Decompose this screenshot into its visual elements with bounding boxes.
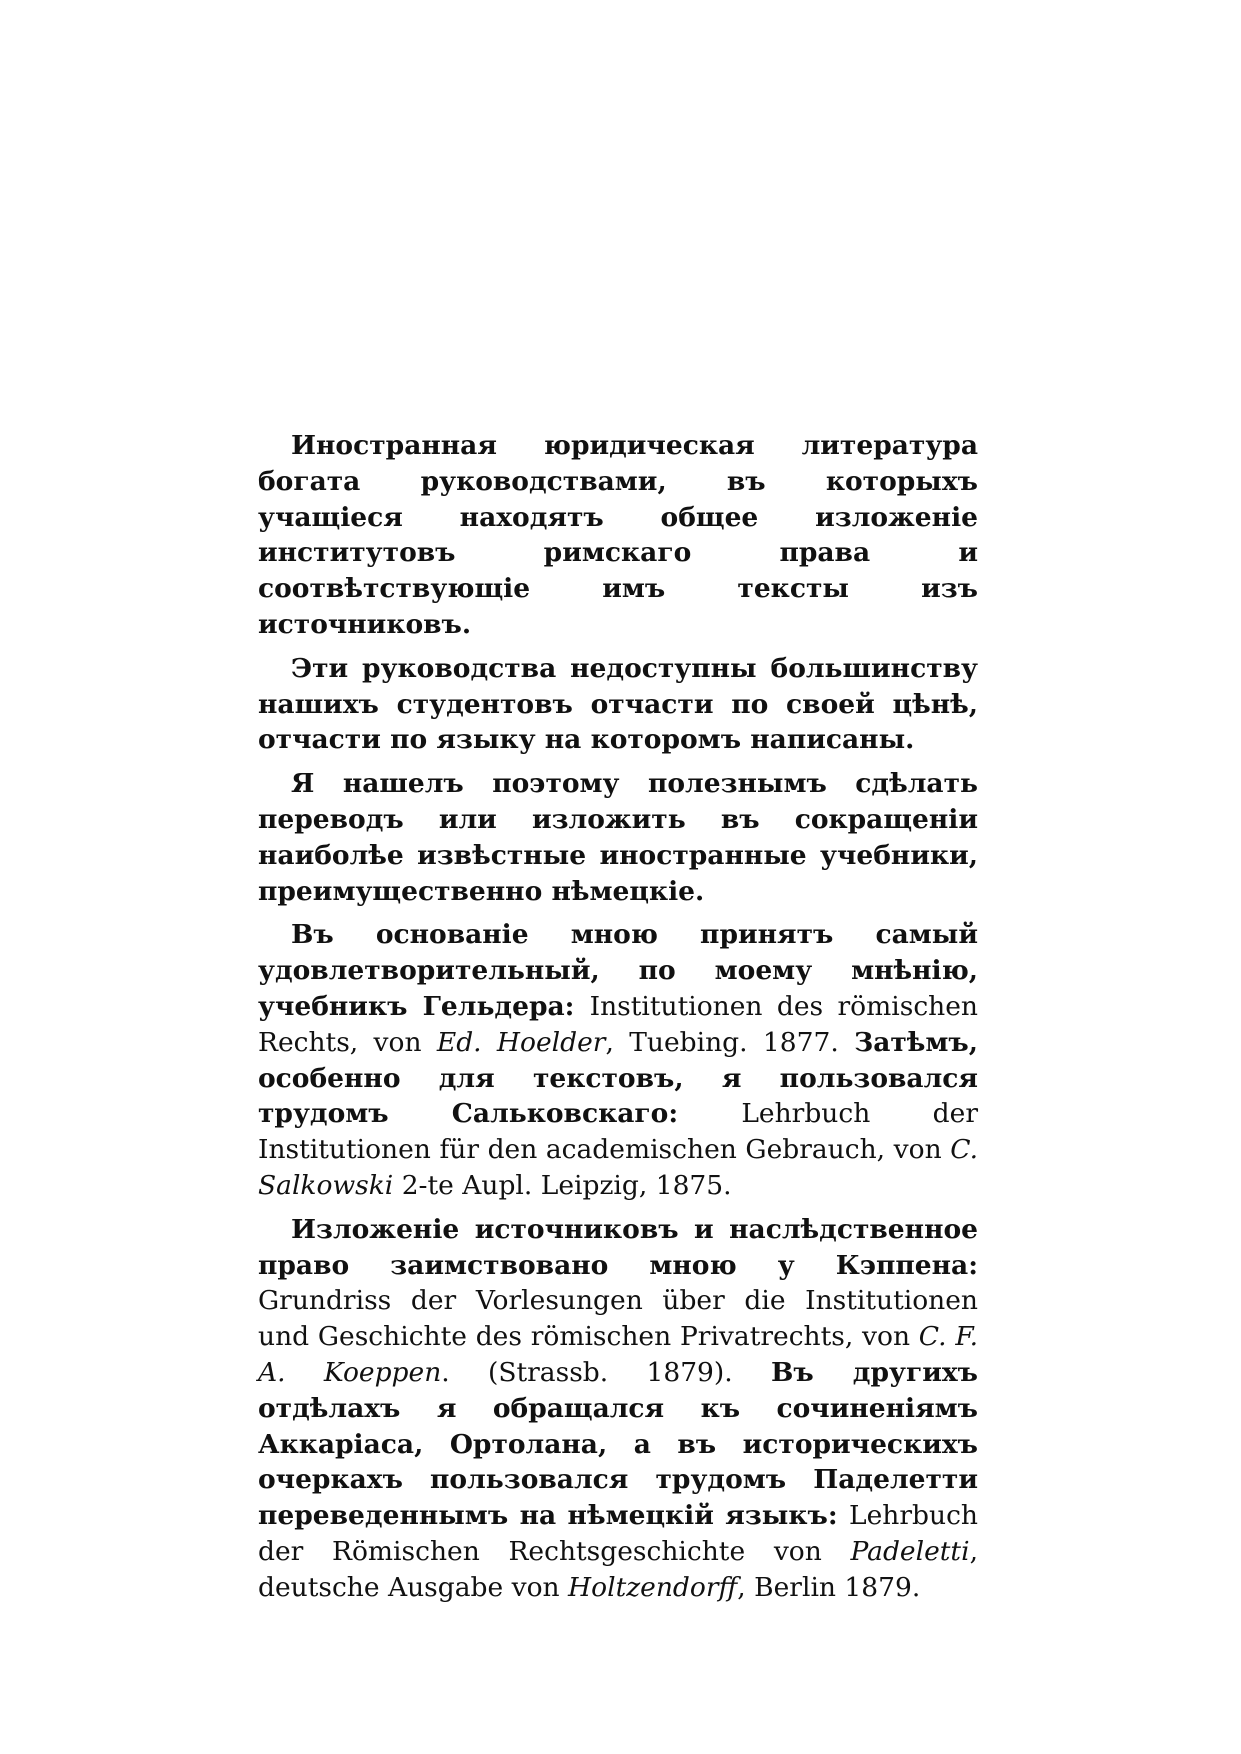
preface-text [258,428,978,1614]
paragraph-3-text: Я нашелъ поэтому полезнымъ сдѣлать переводъ или изложить въ сокращеніи наиболѣе извѣстные иностранные учебники, преимущественно нѣмецкіе. [258,768,978,907]
salkowski-author: C. Salkowski [258,1134,978,1201]
salkowski-book-title: Lehrbuch der Institutionen für den academischen Gebrauch, von [258,1098,978,1166]
paragraph-5-text-1: Изложеніе источниковъ и наслѣдственное право заимствовано мною у Кэппена: [258,1213,978,1281]
koeppen-imprint: . (Strassb. 1879). [441,1356,771,1388]
padeletti-author: Padeletti [850,1535,970,1567]
holtzendorff-editor: Holtzendorff [568,1571,738,1603]
koeppen-book-title: Grundriss der Vorlesungen über die Institutionen und Geschichte des römischen Privatrechts, von [258,1285,978,1353]
padeletti-edition: , deutsche Ausgabe von [258,1535,978,1603]
paragraph-4-text-1: Въ основаніе мною принятъ самый удовлетворительный, по моему мнѣнію, учебникъ Гельдера: [258,919,978,1022]
paragraph-2 [258,651,978,758]
paragraph-5 [258,1212,978,1606]
hoelder-book-title: Institutionen des römischen Rechts, von [258,990,978,1058]
salkowski-imprint: 2-te Aupl. Leipzig, 1875. [393,1169,732,1201]
padeletti-imprint: , Berlin 1879. [737,1571,921,1603]
paragraph-3 [258,766,978,909]
hoelder-author: Ed. Hoelder [436,1026,606,1058]
paragraph-4 [258,917,978,1203]
paragraph-5-text-2: Въ другихъ отдѣлахъ я обращался къ сочиненіямъ Аккаріаса, Ортолана, а въ историческихъ очеркахъ пользовался трудомъ Паделетти переведеннымъ на нѣмецкій языкъ: [258,1356,978,1532]
koeppen-author: C. F. A. Koeppen [258,1321,978,1388]
hoelder-imprint: , Tuebing. 1877. [605,1026,855,1058]
paragraph-1-text: Иностранная юридическая литература богата руководствами, въ которыхъ учащіеся находятъ общее изложеніе институтовъ римскаго права и соотвѣтствующіе имъ тексты изъ источниковъ. [258,430,978,640]
padeletti-book-title: Lehrbuch der Römischen Rechtsgeschichte von [258,1500,978,1567]
paragraph-2-text: Эти руководства недоступны большинству нашихъ студентовъ отчасти по своей цѣнѣ, отчасти по языку на которомъ написаны. [258,652,978,756]
paragraph-1 [258,428,978,643]
paragraph-4-text-2: Затѣмъ, особенно для текстовъ, я пользовался трудомъ Сальковскаго: [258,1026,978,1130]
